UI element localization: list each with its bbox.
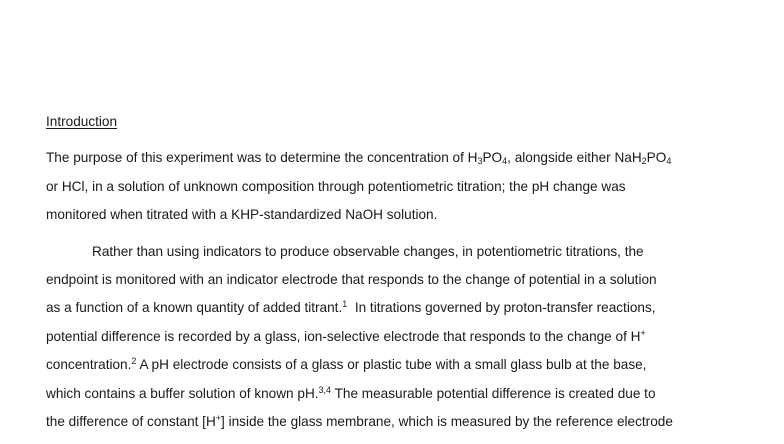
text-run: , alongside either NaH [507, 150, 642, 166]
section-heading: Introduction [46, 114, 118, 129]
paragraph-background [46, 238, 746, 437]
superscript: + [640, 327, 646, 338]
paragraph-line [46, 351, 746, 379]
paragraph-line [46, 408, 746, 436]
text-run: as a function of a known quantity of added titrant. [46, 300, 343, 316]
text-run: the difference of constant [H [46, 414, 216, 430]
text-run: which contains a buffer solution of known pH. [46, 385, 319, 401]
paragraph-line: endpoint is monitored with an indicator electrode that responds to the change of potential in a solution [46, 272, 657, 288]
paragraph-line [46, 294, 746, 322]
subscript: 3 [477, 156, 483, 167]
document-body [46, 108, 746, 444]
paragraph-line [46, 323, 746, 351]
paragraph-line: Rather than using indicators to produce observable changes, in potentiometric titrations, the [92, 243, 644, 259]
text-run: ] inside the glass membrane, which is measured by the reference electrode [221, 414, 673, 430]
text-run: The purpose of this experiment was to determine the concentration of H [46, 150, 478, 166]
text-run: concentration. [46, 357, 132, 373]
subscript: 4 [666, 156, 672, 167]
superscript: + [215, 413, 222, 424]
paragraph-line [46, 380, 746, 408]
subscript: 2 [641, 156, 647, 167]
paragraph-line: monitored when titrated with a KHP-standardized NaOH solution. [46, 207, 438, 223]
citation-superscript: 2 [131, 356, 137, 367]
paragraph-purpose [46, 144, 746, 229]
text-run: In titrations governed by proton-transfer reactions, [347, 300, 656, 316]
paragraph-line: or HCl, in a solution of unknown composition through potentiometric titration; the pH change was [46, 178, 626, 194]
paragraph-line [46, 144, 746, 172]
text-run: PO [482, 150, 503, 166]
text-run: PO [646, 150, 667, 166]
citation-superscript: 1 [342, 299, 348, 310]
text-run: A pH electrode consists of a glass or plastic tube with a small glass bulb at the base, [136, 357, 647, 373]
subscript: 4 [502, 156, 508, 167]
text-run: The measurable potential difference is created due to [331, 385, 656, 401]
citation-superscript: 3,4 [318, 384, 332, 395]
text-run: potential difference is recorded by a glass, ion-selective electrode that responds to the change of H [46, 328, 641, 344]
